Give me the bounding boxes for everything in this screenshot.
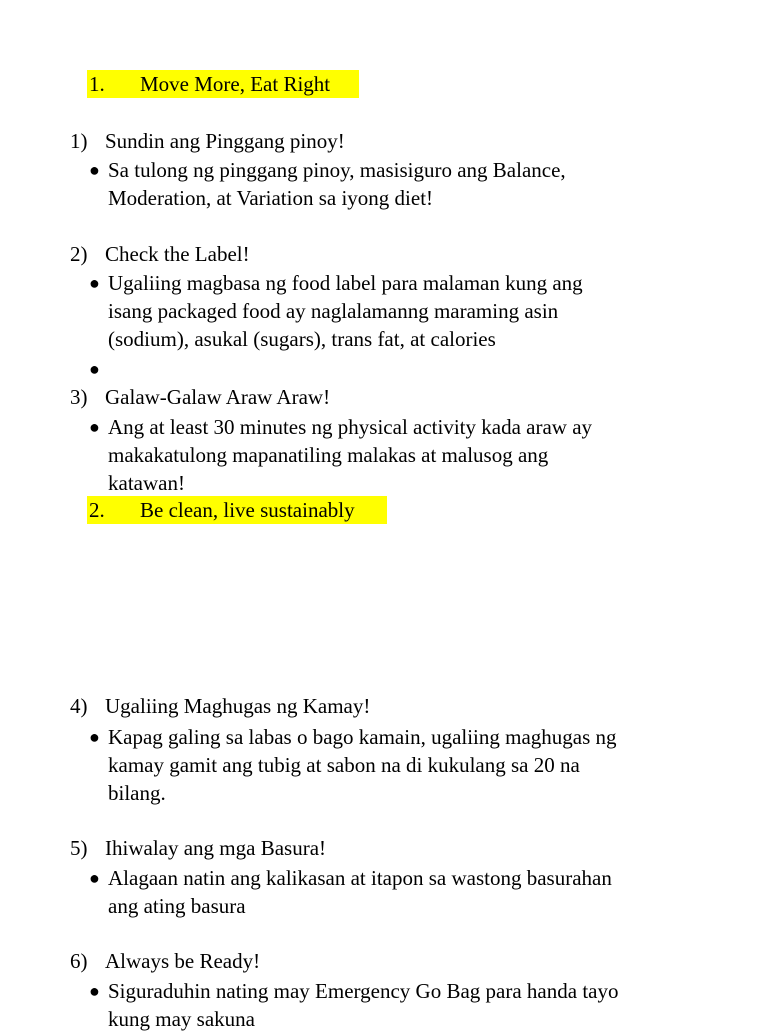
bullet-icon: ● [89,359,100,379]
bullet-line: Sa tulong ng pinggang pinoy, masisiguro ang Balance, [108,158,566,182]
bullet-icon: ● [89,160,100,180]
item-title: Galaw-Galaw Araw Araw! [105,385,331,409]
item-number: 6) [70,949,88,973]
bullet-line: katawan! [108,471,185,495]
item-title: Sundin ang Pinggang pinoy! [105,129,345,153]
item-title: Ugaliing Maghugas ng Kamay! [105,694,371,718]
bullet-line: Alagaan natin ang kalikasan at itapon sa wastong basurahan [108,866,612,890]
bullet-line: kamay gamit ang tubig at sabon na di kukulang sa 20 na [108,753,580,777]
section-heading-2 [87,496,387,524]
section-heading-1 [87,70,359,98]
item-number: 5) [70,836,88,860]
item-number: 3) [70,385,88,409]
item-number: 1) [70,129,88,153]
item-title: Check the Label! [105,242,250,266]
bullet-icon: ● [89,868,100,888]
bullet-line: bilang. [108,781,166,805]
bullet-line: kung may sakuna [108,1007,255,1031]
item-number: 4) [70,694,88,718]
section-title: Be clean, live sustainably [140,498,355,522]
item-number: 2) [70,242,88,266]
bullet-line: makakatulong mapanatiling malakas at malusog ang [108,443,549,467]
item-title: Always be Ready! [105,949,261,973]
bullet-icon: ● [89,981,100,1001]
bullet-icon: ● [89,417,100,437]
section-number: 1. [89,72,105,96]
bullet-line: (sodium), asukal (sugars), trans fat, at calories [108,327,496,351]
bullet-line: isang packaged food ay naglalamanng maraming asin [108,299,559,323]
section-number: 2. [89,498,105,522]
bullet-line: Moderation, at Variation sa iyong diet! [108,186,434,210]
bullet-line: Siguraduhin nating may Emergency Go Bag para handa tayo [108,979,619,1003]
bullet-line: ang ating basura [108,894,246,918]
bullet-icon: ● [89,273,100,293]
item-title: Ihiwalay ang mga Basura! [105,836,327,860]
bullet-icon: ● [89,727,100,747]
section-title: Move More, Eat Right [140,72,331,96]
bullet-line: Ang at least 30 minutes ng physical activity kada araw ay [108,415,593,439]
bullet-line: Ugaliing magbasa ng food label para malaman kung ang [108,271,583,295]
bullet-line: Kapag galing sa labas o bago kamain, ugaliing maghugas ng [108,725,617,749]
